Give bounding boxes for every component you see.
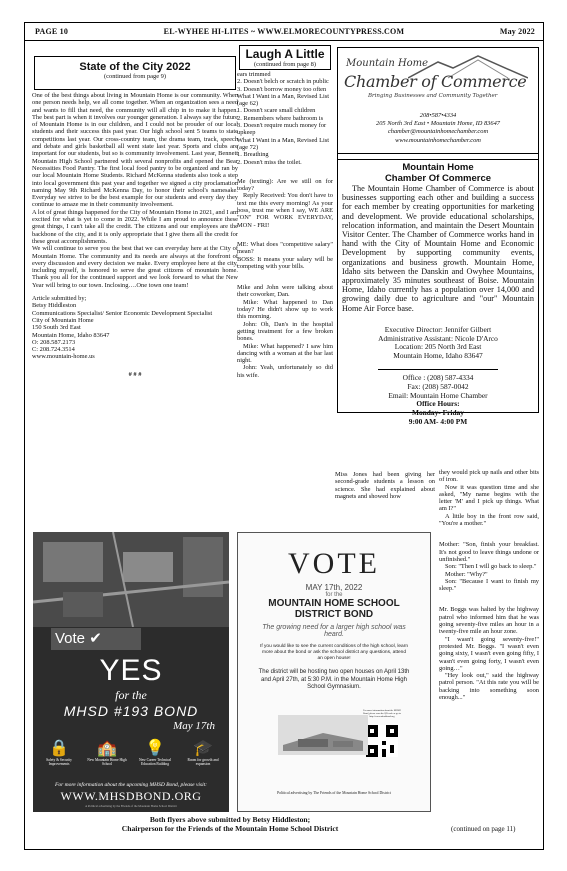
vote-banner: Vote ✔ xyxy=(51,628,141,650)
icon-caption: Safety & Security Improvements xyxy=(46,758,72,766)
vote-yes-poster xyxy=(33,532,229,812)
state-article xyxy=(32,92,238,378)
hours-time: 9:00 AM- 4:00 PM xyxy=(408,416,468,426)
icon-row xyxy=(37,738,225,766)
laugh-list xyxy=(237,71,333,166)
sig-line: Mountain Home, Idaho 83647 xyxy=(32,331,110,339)
joke6-line: "Hey look out," said the highway patrol person. "At this rate you will be backing into something soon enough..." xyxy=(439,672,539,702)
vote-heading: VOTE xyxy=(288,547,380,580)
vote-date: MAY 17th, 2022 xyxy=(305,583,363,592)
joke4-line: A little boy in the front row said, "You're a mother." xyxy=(439,512,539,528)
caption-line-2: Chairperson for the Friends of the Mountain Home School District xyxy=(121,824,339,833)
state-title-box xyxy=(34,56,236,90)
icon-caption: Room for growth and expansion xyxy=(187,758,219,766)
sig-line: Article submitted by; xyxy=(32,295,87,303)
laugh-title: Laugh A Little xyxy=(245,47,325,61)
yes-text: YES xyxy=(99,654,163,687)
vote-for: for the xyxy=(325,592,343,598)
chamber-info-box xyxy=(337,153,539,426)
page-number: PAGE 10 xyxy=(35,27,69,36)
icon-item xyxy=(181,738,225,766)
laugh-line: 1. Breathing xyxy=(237,151,269,159)
laugh-line: 3. Doesn't borrow money too often xyxy=(237,85,327,93)
chamber-phone: 208•587•4334 xyxy=(419,112,457,119)
joke4-text: Miss Jones had been giving her second-grade students a lesson on science. She had explained about magnets and showed how xyxy=(335,471,435,500)
poster-paid: A Political advertising by the Friends of the Mountain Home School District xyxy=(85,804,177,808)
bond-text-1: If you would like to see the current conditions of the high school, learn more about the bond or ask the school district any questions, attend an open house! xyxy=(260,644,408,661)
chamber-body: The Mountain Home Chamber of Commerce is about businesses supporting each other and building a success for each member by creating opportunities for marketing and development. We provide educational scholarships, relocation information, and maintain the Desert Mountain Visitor Center. The Chamber of Commerce works hand in hand with the City of Mountain Home and Economic Development by supporting community events, organizations and business growth. Mountain Home, Idaho sits between the Danskin and Owyhee Mountains, approximately 35 minutes southeast of Boise. Mountain Home, Idaho currently has a population over 14,000 and growing daily due to agriculture and "our" Mountain Home Air Force base. xyxy=(342,184,534,313)
office-line: Email: Mountain Home Chamber xyxy=(388,390,488,400)
poster-url: WWW.MHSDBOND.ORG xyxy=(60,789,202,803)
school-icon: 🏫 xyxy=(97,740,117,757)
for-the-text: for the xyxy=(115,688,147,702)
joke-text-1: Me (texting): Are we still on for today? xyxy=(237,177,333,193)
hours-title: Office Hours: xyxy=(416,399,460,409)
page-header xyxy=(25,23,544,41)
joke-reply-1: Reply Received: You don't have to text me this every morning! As your boss, trust me when I say, WE ARE "ON" FOR WORK EVERYDAY, MON - FRI! xyxy=(237,192,333,229)
hours-days: Monday- Friday xyxy=(412,408,464,418)
staff-line: Administrative Assistant: Nicole D'Arco xyxy=(378,333,498,343)
icon-caption: New Mountain Home High School xyxy=(87,758,127,766)
logo-main-text: Chamber of Commerce xyxy=(344,72,527,91)
joke3-line: Mike and John were talking about their coworker, Dan. xyxy=(237,284,333,299)
state-end-mark: # # # xyxy=(128,370,142,378)
joke5-line: Mother: "Why?" xyxy=(445,570,488,578)
joke5-line: Son: "Then I will go back to sleep." xyxy=(445,563,537,571)
joke6-line: "I wasn't going seventy-five!" protested Mr. Boggs. "I wasn't even going sixty, I wasn't even going fifty, I wasn't even going forty, I wasn't even going…" xyxy=(439,635,539,672)
icon-item xyxy=(85,738,129,766)
state-continued: (continued from page 9) xyxy=(104,73,166,80)
aerial-map-image xyxy=(33,532,229,627)
newspaper-page xyxy=(24,22,544,850)
laugh-line: ears trimmed xyxy=(237,71,271,78)
laugh-line: What I Want in a Man, Revised List (age 62) xyxy=(237,92,330,108)
bond-text-2: The district will be hosting two open houses on April 13th and April 27th, at 5:30 P.M. in the Mountain Home High School Gymnasium. xyxy=(258,669,410,691)
chamber-office xyxy=(338,374,538,427)
sig-line: C: 208.724.3514 xyxy=(32,346,75,354)
icon-item xyxy=(133,738,177,766)
sig-line: City of Mountain Home xyxy=(32,316,94,324)
sig-line: O: 208.587.2173 xyxy=(32,338,76,346)
joke-magnet-a xyxy=(335,471,435,500)
qr-note: For more information about the MHSD Bond, please scan the QR code or go to http://www.mhsdbond.org xyxy=(363,709,401,718)
paper-title: EL-WYHEE HI-LITES ~ WWW.ELMORECOUNTYPRESS.COM xyxy=(163,27,405,36)
joke-reply-2: BOSS: It means your salary will be competing with your bills. xyxy=(237,255,333,270)
chamber-address: 205 North 3rd East • Mountain Home, ID 83647 xyxy=(376,120,500,128)
laugh-line: What I Want in a Man, Revised List (age 72) xyxy=(237,136,330,151)
school-rendering-image xyxy=(278,715,368,755)
sig-line: Communications Specialist/ Senior Economic Development Specialist xyxy=(32,309,213,317)
laugh-column xyxy=(237,71,333,379)
poster-date: May 17th xyxy=(173,720,215,732)
graduates-icon: 🎓 xyxy=(193,740,213,757)
state-title: State of the City 2022 xyxy=(79,61,191,73)
bond-tagline: The growing need for a larger high school was heard. xyxy=(262,624,406,638)
state-body-3: We will continue to serve you the best that we can everyday here at the City of Mountain Home. The community and its needs are always at the forefront of every discussion and every decision we make. Every employee here at the city, including myself, is honored to serve the great citizens of mountain home. Thank you all for the continued support and we look forward to what the New Year will bring to our town. Inclosing….One town one team! xyxy=(32,245,238,289)
joke3-line: John: Oh, Dan's in the hospital getting treatment for a few broken bones. xyxy=(237,320,333,343)
sig-line: 150 South 3rd East xyxy=(32,324,81,332)
qr-code-icon xyxy=(366,725,398,757)
continued-note: (continued on page 11) xyxy=(451,825,516,833)
joke-text-2: ME: What does "competitive salary" mean? xyxy=(237,240,333,256)
chamber-contact xyxy=(338,112,538,145)
icon-item xyxy=(37,738,81,766)
laugh-line: 2. Doesn't miss the toilet. xyxy=(237,158,302,166)
laugh-line: 3. Doesn't require much money for upkeep xyxy=(237,122,327,137)
staff-line: Executive Director: Jennifer Gilbert xyxy=(384,324,492,334)
lightbulb-icon: 💡 xyxy=(145,740,165,757)
logo-tagline: Bringing Businesses and Community Together xyxy=(368,93,498,99)
office-line: Office : (208) 587-4334 xyxy=(402,373,474,382)
sig-line: www.mountain-home.us xyxy=(32,353,95,361)
laugh-continued: (continued from page 8) xyxy=(254,61,316,68)
chamber-title-2: Chamber Of Commerce xyxy=(384,173,492,184)
joke-magnet-b xyxy=(439,469,539,701)
chamber-card xyxy=(337,47,539,160)
state-signature xyxy=(32,295,238,361)
joke3-line: John: Yeah, unfortunately so did his wife. xyxy=(237,364,333,379)
flyer-caption xyxy=(25,815,435,833)
laugh-line: 2. Doesn't belch or scratch in public xyxy=(237,78,329,86)
logo-top-text: Mountain Home xyxy=(346,58,429,69)
joke5-line: Son: "Because I want to finish my sleep." xyxy=(439,577,539,593)
joke3-line: Mike: What happened? I saw him dancing with a woman at the bar last night. xyxy=(237,342,333,365)
icon-caption: New Career Technical Education Building xyxy=(138,758,171,766)
vote-bond-poster xyxy=(237,532,431,812)
staff-line: Location: 205 North 3rd East xyxy=(394,342,482,352)
caption-line-1: Both flyers above submitted by Betsy Hiddleston; xyxy=(149,815,311,824)
bond-text: MHSD #193 BOND xyxy=(63,703,199,719)
bond-name: MOUNTAIN HOME SCHOOL DISTRICT BOND xyxy=(268,598,400,620)
divider xyxy=(378,369,498,370)
lock-icon: 🔒 xyxy=(49,740,69,757)
joke4-line: they would pick up nails and other bits of iron. xyxy=(439,469,539,484)
chamber-web: www.mountainhomechamber.com xyxy=(395,136,481,144)
sig-line: Betsy Hiddleston xyxy=(32,302,77,310)
state-body-2: A lot of great things happened for the City of Mountain Home in 2021, and I am excited for what is yet to come in 2022. While I am proud to announce these great things, I can't take all the credit. The citizens and our employees are the backbone of the city, and it is only appropriate that I give them all the credit for these great accomplishments. xyxy=(32,208,238,245)
bond-paid: Political advertising by The Friends of the Mountain Home School District xyxy=(277,791,391,795)
joke6-line: Mr. Boggs was halted by the highway patrol who informed him that he was going seventy-five miles an hour in a twenty-five mile an hour zone. xyxy=(439,606,539,636)
laugh-line: 2. Remembers where bathroom is xyxy=(237,114,324,122)
office-line: Fax: (208) 587-0042 xyxy=(407,381,469,391)
joke3-line: Mike: What happened to Dan today? He didn't show up to work this morning. xyxy=(237,298,333,321)
state-body: One of the best things about living in Mountain Home is our community. When one person needs help, we all come together. When an organization sees a need and wants to fill that need, the community will all chip in to make it happen. The best part is when it involves our younger generation. I always say the future of Mountain Home is in our children, and I could not be prouder of our local students and their success this past year. Our high school sent 5 teams to state competitions last year. Our cross-country team, the drama team, track, speech and debate and girls basketball all went state last year. Sports and clubs are important for our students, but so is community involvement. Last year, Bennett Mountain High School partnered with several nonprofits and opened the Bear Necessities Food Pantry. The first local food pantry to be organized and ran by our local Mountain Home Students. Richard McKenna students also took a step into local government this past year and together we signed a city proclamation naming May 9th Richard McKenna Day, to honor their school's namesake. Everyday we strive to be the best example for our students and every day they continue to amaze me in their community involvement. xyxy=(32,92,238,209)
chamber-title-1: Mountain Home xyxy=(402,162,474,173)
joke5-line: Mother: "Son, finish your breakfast. It's not good to leave things undone or unfinished." xyxy=(439,541,539,563)
chamber-email: chamber@mountainhomechamber.com xyxy=(387,128,489,136)
poster-info: For more information about the upcoming MHSD Bond, please visit: xyxy=(55,782,207,788)
laugh-title-box xyxy=(239,45,331,70)
joke4-line: Now it was question time and she asked, "My name begins with the letter 'M' and I pick up things. What am I?" xyxy=(439,483,539,513)
issue-date: May 2022 xyxy=(499,27,535,36)
chamber-staff xyxy=(338,326,538,361)
staff-line: Mountain Home, Idaho 83647 xyxy=(393,351,483,361)
laugh-line: 1. Doesn't scare small children xyxy=(237,107,316,115)
